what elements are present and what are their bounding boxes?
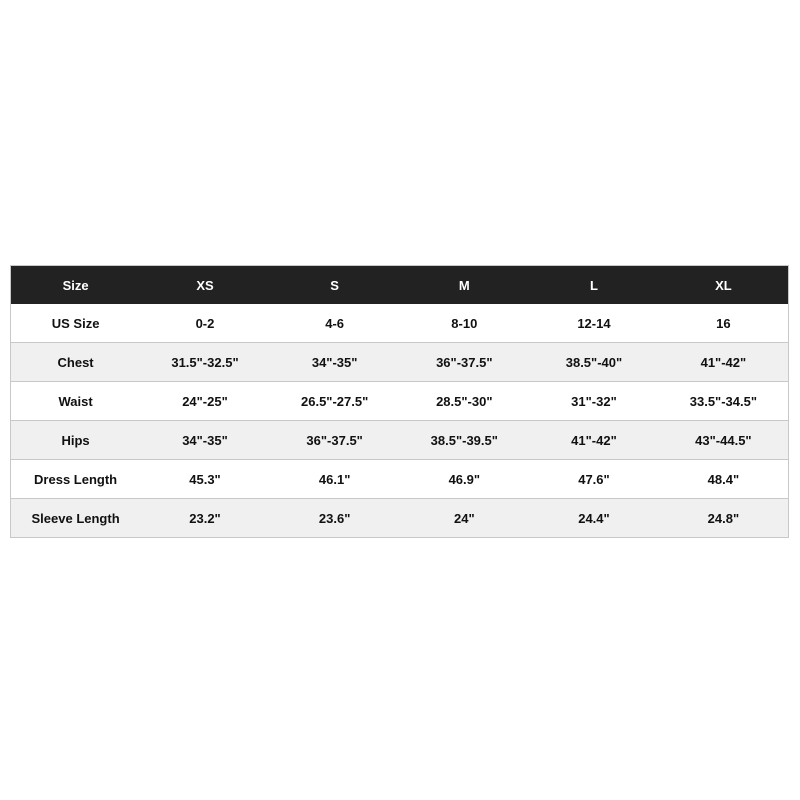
row-label: Sleeve Length <box>11 499 141 538</box>
table-row <box>11 499 789 538</box>
table-cell: 46.9" <box>399 460 529 499</box>
table-cell: 47.6" <box>529 460 659 499</box>
table-cell: 12-14 <box>529 304 659 343</box>
table-cell: 36"-37.5" <box>399 343 529 382</box>
table-cell: 16 <box>659 304 789 343</box>
table-cell: 34"-35" <box>140 421 270 460</box>
table-cell: 34"-35" <box>270 343 400 382</box>
row-label: Dress Length <box>11 460 141 499</box>
size-chart-table <box>10 265 789 538</box>
header-cell: L <box>529 266 659 305</box>
table-cell: 28.5"-30" <box>399 382 529 421</box>
header-cell: XS <box>140 266 270 305</box>
table-cell: 24.8" <box>659 499 789 538</box>
table-cell: 45.3" <box>140 460 270 499</box>
header-cell: M <box>399 266 529 305</box>
table-cell: 31"-32" <box>529 382 659 421</box>
table-cell: 26.5"-27.5" <box>270 382 400 421</box>
table-row <box>11 382 789 421</box>
table-cell: 23.6" <box>270 499 400 538</box>
table-cell: 46.1" <box>270 460 400 499</box>
table-cell: 41"-42" <box>529 421 659 460</box>
table-cell: 33.5"-34.5" <box>659 382 789 421</box>
table-row <box>11 460 789 499</box>
table-cell: 41"-42" <box>659 343 789 382</box>
table-row <box>11 421 789 460</box>
table-cell: 48.4" <box>659 460 789 499</box>
table-cell: 31.5"-32.5" <box>140 343 270 382</box>
table-cell: 23.2" <box>140 499 270 538</box>
table-cell: 38.5"-40" <box>529 343 659 382</box>
table-cell: 38.5"-39.5" <box>399 421 529 460</box>
table-cell: 0-2 <box>140 304 270 343</box>
table-row <box>11 343 789 382</box>
table-cell: 4-6 <box>270 304 400 343</box>
table-row <box>11 304 789 343</box>
header-cell: Size <box>11 266 141 305</box>
table-cell: 36"-37.5" <box>270 421 400 460</box>
row-label: Waist <box>11 382 141 421</box>
header-row <box>11 266 789 305</box>
table-cell: 8-10 <box>399 304 529 343</box>
row-label: Chest <box>11 343 141 382</box>
table-cell: 43"-44.5" <box>659 421 789 460</box>
table-cell: 24"-25" <box>140 382 270 421</box>
row-label: US Size <box>11 304 141 343</box>
table-cell: 24.4" <box>529 499 659 538</box>
row-label: Hips <box>11 421 141 460</box>
header-cell: XL <box>659 266 789 305</box>
table-cell: 24" <box>399 499 529 538</box>
header-cell: S <box>270 266 400 305</box>
